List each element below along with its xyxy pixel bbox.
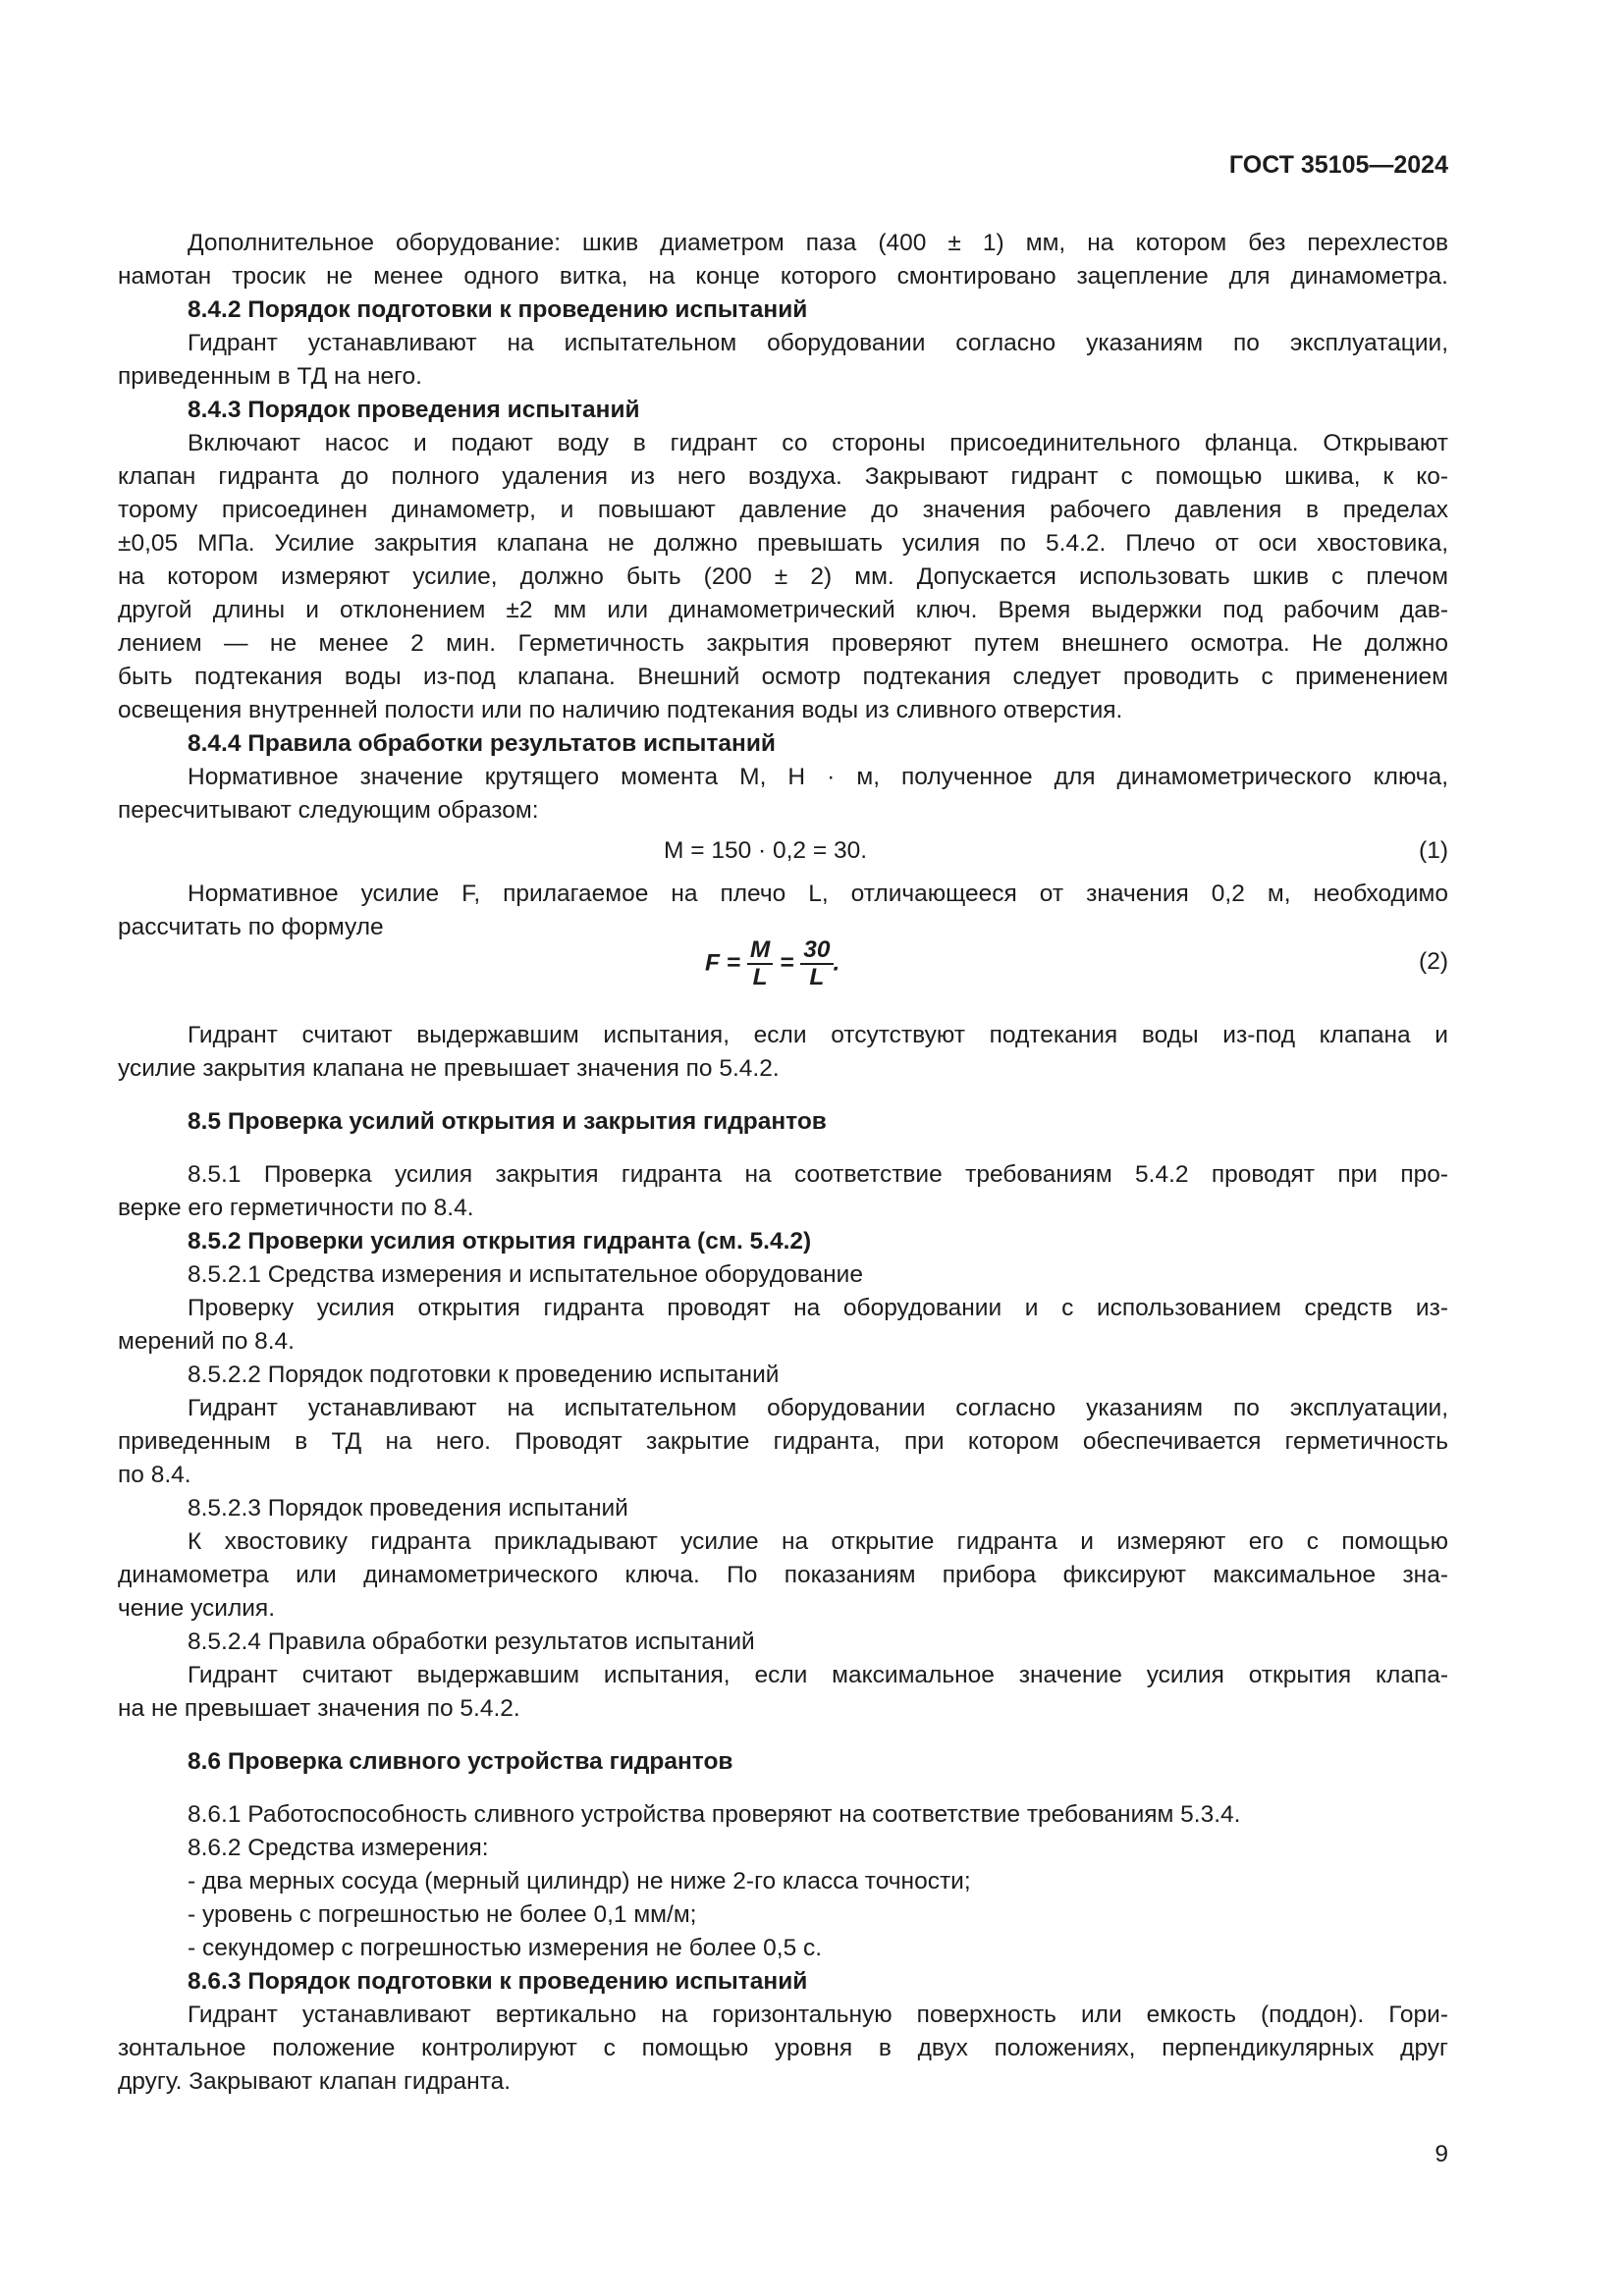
text-line: - уровень с погрешностью не более 0,1 мм/м; — [188, 1901, 697, 1928]
equation-2 — [705, 937, 839, 990]
text-line: зонтальное положение контролируют с помощью уровня в двух положениях, перпендикулярных друг — [118, 2035, 1448, 2061]
text-line: Включают насос и подают воду в гидрант со стороны присоединительного фланца. Открывают — [188, 430, 1448, 456]
text-line: ±0,05 МПа. Усилие закрытия клапана не должно превышать усилия по 5.4.2. Плечо от оси хвостовика, — [118, 530, 1448, 557]
text-line: Гидрант считают выдержавшим испытания, если максимальное значение усилия открытия клапа- — [188, 1662, 1448, 1688]
text-line: Нормативное значение крутящего момента М, Н · м, полученное для динамометрического ключа, — [188, 764, 1448, 790]
text-line: Гидрант считают выдержавшим испытания, если отсутствуют подтекания воды из-под клапана и — [188, 1022, 1448, 1048]
equation-1: М = 150 · 0,2 = 30. — [664, 837, 868, 864]
text-line: 8.5.2.3 Порядок проведения испытаний — [188, 1495, 628, 1522]
section-heading: 8.6 Проверка сливного устройства гидрантов — [188, 1748, 733, 1775]
text-line: 8.5.2.2 Порядок подготовки к проведению испытаний — [188, 1362, 780, 1388]
text-line: намотан тросик не менее одного витка, на конце которого смонтировано зацепление для динамометра. — [118, 263, 1448, 290]
text-line: - секундомер с погрешностью измерения не более 0,5 с. — [188, 1935, 823, 1961]
text-line: приведенным в ТД на него. — [118, 363, 422, 390]
text-line: 8.5.1 Проверка усилия закрытия гидранта на соответствие требованиям 5.4.2 проводят при про- — [188, 1161, 1448, 1188]
text-line: клапан гидранта до полного удаления из него воздуха. Закрывают гидрант с помощью шкива, к ко- — [118, 463, 1448, 490]
text-line: - два мерных сосуда (мерный цилиндр) не ниже 2-го класса точности; — [188, 1868, 971, 1895]
text-line: К хвостовику гидранта прикладывают усилие на открытие гидранта и измеряют его с помощью — [188, 1528, 1448, 1555]
text-line: Гидрант устанавливают на испытательном оборудовании согласно указаниям по эксплуатации, — [188, 330, 1448, 356]
section-heading: 8.4.2 Порядок подготовки к проведению испытаний — [188, 296, 808, 323]
text-line: торому присоединен динамометр, и повышают давление до значения рабочего давления в пределах — [118, 497, 1448, 523]
text-line: быть подтекания воды из-под клапана. Внешний осмотр подтекания следует проводить с применением — [118, 664, 1448, 690]
text-line: освещения внутренней полости или по наличию подтекания воды из сливного отверстия. — [118, 697, 1123, 723]
text-line: мерений по 8.4. — [118, 1328, 295, 1355]
text-line: Проверку усилия открытия гидранта проводят на оборудовании и с использованием средств из- — [188, 1295, 1448, 1321]
text-line: чение усилия. — [118, 1595, 276, 1622]
text-line: лением — не менее 2 мин. Герметичность закрытия проверяют путем внешнего осмотра. Не должно — [118, 630, 1448, 657]
text-line: Гидрант устанавливают на испытательном оборудовании согласно указаниям по эксплуатации, — [188, 1395, 1448, 1421]
text-line: на котором измеряют усилие, должно быть (200 ± 2) мм. Допускается использовать шкив с плечом — [118, 563, 1448, 590]
document-code-header: ГОСТ 35105—2024 — [1228, 151, 1448, 179]
text-line: Дополнительное оборудование: шкив диаметром паза (400 ± 1) мм, на котором без перехлестов — [188, 230, 1448, 256]
text-line: на не превышает значения по 5.4.2. — [118, 1695, 520, 1722]
section-heading: 8.5.2 Проверки усилия открытия гидранта (см. 5.4.2) — [188, 1228, 812, 1255]
text-line: Нормативное усилие F, прилагаемое на плечо L, отличающееся от значения 0,2 м, необходимо — [188, 881, 1448, 907]
page-number: 9 — [1435, 2141, 1448, 2167]
equation-2-number: (2) — [1419, 948, 1448, 975]
section-heading: 8.4.3 Порядок проведения испытаний — [188, 397, 640, 423]
text-line: 8.5.2.4 Правила обработки результатов испытаний — [188, 1629, 755, 1655]
text-line: приведенным в ТД на него. Проводят закрытие гидранта, при котором обеспечивается герметичность — [118, 1428, 1448, 1455]
text-line: другой длины и отклонением ±2 мм или динамометрический ключ. Время выдержки под рабочим дав- — [118, 597, 1448, 623]
equation-2-period: . — [833, 949, 840, 977]
text-line: 8.5.2.1 Средства измерения и испытательное оборудование — [188, 1261, 863, 1288]
section-heading: 8.6.3 Порядок подготовки к проведению испытаний — [188, 1968, 808, 1995]
equation-2-equals: = — [780, 949, 794, 977]
equation-1-number: (1) — [1419, 837, 1448, 864]
equation-2-lhs: F = — [705, 949, 741, 977]
text-line: верке его герметичности по 8.4. — [118, 1195, 474, 1221]
text-line: динамометра или динамометрического ключа. По показаниям прибора фиксируют максимальное зна- — [118, 1562, 1448, 1588]
text-line: Гидрант устанавливают вертикально на горизонтальную поверхность или емкость (поддон). Гори- — [188, 2002, 1448, 2028]
fraction-30-over-l: $\frac{30}{L}$ — [800, 937, 833, 990]
text-line: пересчитывают следующим образом: — [118, 797, 539, 824]
text-line: 8.6.1 Работоспособность сливного устройства проверяют на соответствие требованиям 5.3.4. — [188, 1801, 1241, 1828]
text-line: другу. Закрывают клапан гидранта. — [118, 2068, 512, 2095]
section-heading: 8.4.4 Правила обработки результатов испытаний — [188, 730, 776, 757]
fraction-m-over-l: $\frac{M}{L}$ — [747, 937, 773, 990]
text-line: рассчитать по формуле — [118, 914, 384, 940]
text-line: 8.6.2 Средства измерения: — [188, 1835, 489, 1861]
section-heading: 8.5 Проверка усилий открытия и закрытия гидрантов — [188, 1108, 827, 1135]
text-line: по 8.4. — [118, 1462, 191, 1488]
text-line: усилие закрытия клапана не превышает значения по 5.4.2. — [118, 1055, 780, 1082]
